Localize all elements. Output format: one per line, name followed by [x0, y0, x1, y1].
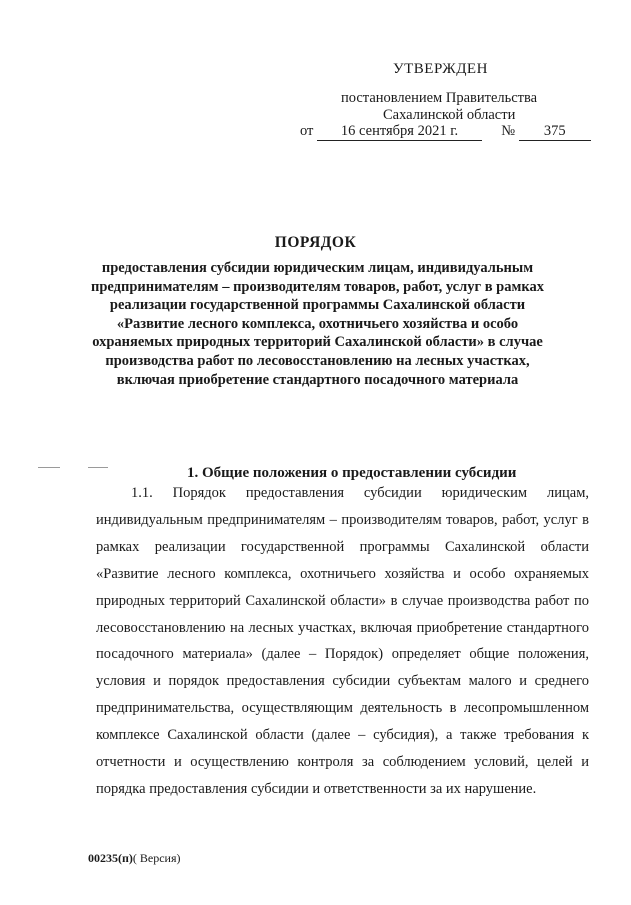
approval-authority-line: постановлением Правительства [341, 90, 538, 106]
approval-number: 375 [519, 123, 591, 141]
footer-version-code [88, 851, 181, 866]
paragraph-1-1: 1.1. Порядок предоставления субсидии юридическим лицам, индивидуальным предпринимателям – производителям товаров, работ, услуг в рамках реализации государственной программы Сахалинской области «Развитие лесного комплекса, охотничьего хозяйства и особо охраняемых природных территорий Сахалинской области» в случае производства работ по лесовосстановлению на лесных участках, включая приобретение стандартного посадочного материала» (далее – Порядок) определяет общие положения, условия и порядок предоставления субсидии субъектам малого и среднего предпринимательства, осуществляющим деятельность в лесопромышленном комплексе Сахалинской области (далее – субсидия), а также требования к отчетности и осуществлению контроля за соблюдением условий, целей и порядка предоставления субсидии и ответственности за их нарушение. [96, 485, 589, 797]
section-heading: 1. Общие положения о предоставлении субсидии [187, 465, 517, 481]
footer-version: ( Версия) [132, 851, 181, 865]
footer-code: 00235(п) [88, 851, 133, 865]
from-label: от [300, 123, 314, 139]
document-subtitle: предоставления субсидии юридическим лицам, индивидуальным предпринимателям – производителям товаров, работ, услуг в рамках реализации государственной программы Сахалинской области «Развитие лесного комплекса, охотничьего хозяйства и особо охраняемых природных территорий Сахалинской области» в случае производства работ по лесовосстановлению на лесных участках, включая приобретение стандартного посадочного материала [91, 260, 544, 388]
scan-artifact-dash [88, 467, 108, 468]
section-body [96, 480, 589, 803]
scan-artifact-dash [38, 467, 60, 468]
document-title: ПОРЯДОК [274, 234, 357, 251]
approval-date-number-row [300, 123, 591, 141]
approval-stamp-title: УТВЕРЖДЕН [393, 61, 488, 77]
approval-date: 16 сентября 2021 г. [317, 123, 482, 141]
approval-region-line: Сахалинской области [383, 107, 516, 123]
number-label: № [501, 123, 516, 139]
